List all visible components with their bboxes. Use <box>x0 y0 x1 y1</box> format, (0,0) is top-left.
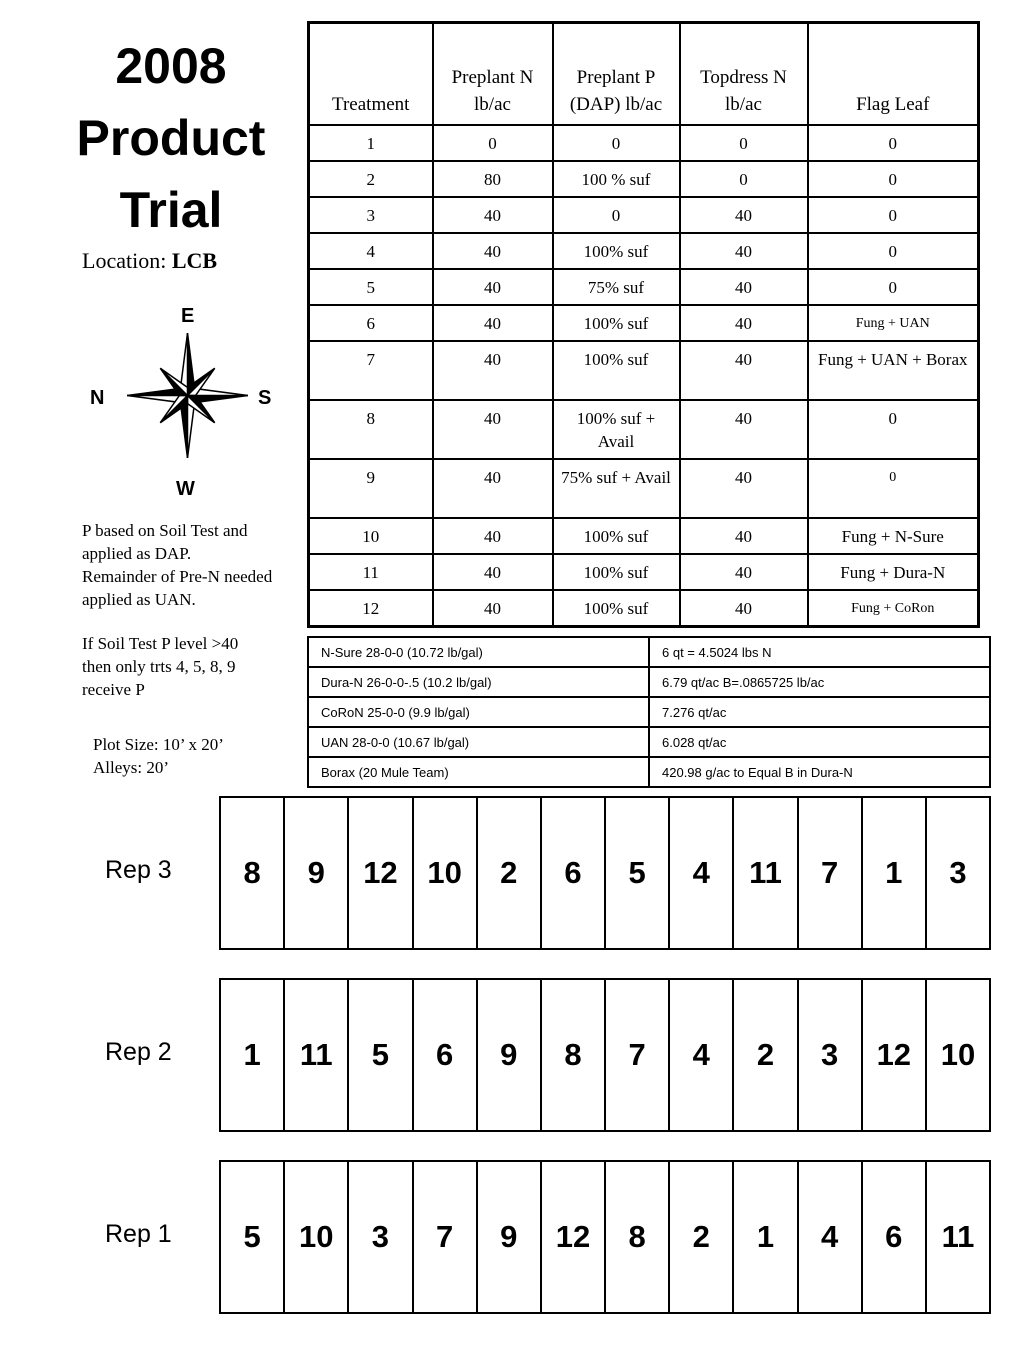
cell: 40 <box>433 459 553 518</box>
cell: 100% suf <box>553 305 680 341</box>
cell: 100% suf <box>553 590 680 626</box>
compass-south-label: S <box>258 387 272 409</box>
plot-cell: 9 <box>478 1162 542 1312</box>
cell: 1 <box>309 125 433 161</box>
cell: 40 <box>433 554 553 590</box>
cell: 0 <box>680 161 808 197</box>
table-row <box>309 125 979 161</box>
product-name: Dura-N 26-0-0-.5 (10.2 lb/gal) <box>308 667 649 697</box>
compass-east-label: E <box>181 305 195 327</box>
plot-cell: 7 <box>414 1162 478 1312</box>
cell: 40 <box>680 459 808 518</box>
plot-cell: 10 <box>285 1162 349 1312</box>
product-rate: 6.028 qt/ac <box>649 727 990 757</box>
rep-2-plots <box>219 978 991 1132</box>
cell: Fung + CoRon <box>808 590 979 626</box>
note-line: Plot Size: 10’ x 20’ <box>93 735 224 754</box>
table-row <box>309 269 979 305</box>
title-line-2: Product <box>76 110 266 166</box>
plot-cell: 5 <box>221 1162 285 1312</box>
product-name: Borax (20 Mule Team) <box>308 757 649 787</box>
cell: 40 <box>433 305 553 341</box>
plot-cell: 8 <box>542 980 606 1130</box>
cell: 0 <box>808 197 979 233</box>
note-line: applied as DAP. <box>82 544 192 563</box>
plot-cell: 2 <box>670 1162 734 1312</box>
cell: Fung + N-Sure <box>808 518 979 554</box>
cell: 40 <box>680 518 808 554</box>
table-row <box>309 554 979 590</box>
cell: 0 <box>433 125 553 161</box>
cell: 40 <box>680 233 808 269</box>
note-line: receive P <box>82 680 145 699</box>
cell: Fung + UAN + Borax <box>808 341 979 400</box>
cell: 0 <box>808 233 979 269</box>
plot-cell: 6 <box>863 1162 927 1312</box>
cell: 100% suf + Avail <box>553 400 680 459</box>
cell: 0 <box>553 125 680 161</box>
note-line: then only trts 4, 5, 8, 9 <box>82 657 236 676</box>
plot-cell: 10 <box>940 1037 976 1072</box>
plot-cell: 3 <box>349 1162 413 1312</box>
compass-rose <box>90 298 280 518</box>
header-preplant-p: Preplant P (DAP) lb/ac <box>553 23 680 126</box>
cell: 100% suf <box>553 233 680 269</box>
table-row <box>308 697 990 727</box>
table-row <box>308 727 990 757</box>
cell: 5 <box>309 269 433 305</box>
note-p-basis <box>82 519 272 611</box>
cell: 100 % suf <box>553 161 680 197</box>
cell: 40 <box>433 269 553 305</box>
cell: 40 <box>433 400 553 459</box>
plot-cell: 11 <box>285 980 349 1130</box>
cell: 40 <box>680 305 808 341</box>
product-name: N-Sure 28-0-0 (10.72 lb/gal) <box>308 637 649 667</box>
cell: 80 <box>433 161 553 197</box>
cell: 9 <box>309 459 433 518</box>
note-line: If Soil Test P level >40 <box>82 634 239 653</box>
product-name: UAN 28-0-0 (10.67 lb/gal) <box>308 727 649 757</box>
cell: 40 <box>680 197 808 233</box>
product-table <box>307 636 991 788</box>
table-row <box>309 305 979 341</box>
note-plot-size <box>93 733 224 779</box>
table-row <box>309 197 979 233</box>
cell: Fung + UAN <box>808 305 979 341</box>
location-value: LCB <box>171 248 218 273</box>
plot-cell: 11 <box>941 1219 975 1254</box>
header-preplant-n: Preplant N lb/ac <box>433 23 553 126</box>
cell: 0 <box>808 125 979 161</box>
cell: 40 <box>433 590 553 626</box>
plot-cell: 5 <box>606 798 670 948</box>
plot-cell: 7 <box>606 980 670 1130</box>
product-rate: 6.79 qt/ac B=.0865725 lb/ac <box>649 667 990 697</box>
table-row <box>309 400 979 459</box>
plot-cell: 2 <box>734 980 798 1130</box>
plot-cell: 12 <box>542 1162 606 1312</box>
compass-star-icon <box>125 328 250 463</box>
cell: 7 <box>309 341 433 400</box>
cell: 100% suf <box>553 341 680 400</box>
note-line: applied as UAN. <box>82 590 196 609</box>
cell: 4 <box>309 233 433 269</box>
plot-cell: 4 <box>799 1162 863 1312</box>
cell: 100% suf <box>553 554 680 590</box>
cell: 40 <box>680 269 808 305</box>
table-row <box>309 341 979 400</box>
plot-cell: 1 <box>863 798 927 948</box>
table-row <box>309 518 979 554</box>
rep-1-label: Rep 1 <box>105 1220 172 1248</box>
plot-cell: 6 <box>414 980 478 1130</box>
table-row <box>308 757 990 787</box>
cell: 0 <box>808 459 979 518</box>
product-rate: 6 qt = 4.5024 lbs N <box>649 637 990 667</box>
cell: 40 <box>680 590 808 626</box>
cell: 0 <box>553 197 680 233</box>
title-line-3: Trial <box>119 182 223 238</box>
cell: 0 <box>680 125 808 161</box>
cell: 40 <box>433 341 553 400</box>
cell: 100% suf <box>553 518 680 554</box>
compass-north-label: N <box>90 387 105 409</box>
note-soil-test <box>82 632 238 701</box>
cell: 2 <box>309 161 433 197</box>
plot-cell: 6 <box>542 798 606 948</box>
location <box>82 248 217 274</box>
product-rate: 7.276 qt/ac <box>649 697 990 727</box>
cell: 75% suf <box>553 269 680 305</box>
location-label: Location: <box>82 248 167 273</box>
rep-2-label: Rep 2 <box>105 1038 172 1066</box>
cell: 0 <box>808 400 979 459</box>
plot-cell: 2 <box>478 798 542 948</box>
cell: 40 <box>680 400 808 459</box>
note-line: Alleys: 20’ <box>93 758 170 777</box>
rep-3-plots <box>219 796 991 950</box>
cell: 0 <box>808 269 979 305</box>
cell: 11 <box>309 554 433 590</box>
cell: 40 <box>433 233 553 269</box>
title-year: 2008 <box>115 38 227 94</box>
product-name: CoRoN 25-0-0 (9.9 lb/gal) <box>308 697 649 727</box>
cell: 3 <box>309 197 433 233</box>
plot-cell: 9 <box>478 980 542 1130</box>
cell: 6 <box>309 305 433 341</box>
table-row <box>309 590 979 626</box>
cell: 40 <box>680 554 808 590</box>
plot-cell: 8 <box>606 1162 670 1312</box>
table-header-row <box>309 23 979 126</box>
plot-cell: 3 <box>799 980 863 1130</box>
table-row <box>309 233 979 269</box>
table-row <box>309 161 979 197</box>
plot-cell: 7 <box>799 798 863 948</box>
product-rate: 420.98 g/ac to Equal B in Dura-N <box>649 757 990 787</box>
cell: 40 <box>433 197 553 233</box>
plot-cell: 12 <box>863 980 927 1130</box>
plot-cell: 12 <box>349 798 413 948</box>
cell: 40 <box>680 341 808 400</box>
cell: 0 <box>808 161 979 197</box>
plot-cell: 5 <box>349 980 413 1130</box>
plot-cell: 3 <box>949 855 967 890</box>
cell: 40 <box>433 518 553 554</box>
note-line: P based on Soil Test and <box>82 521 248 540</box>
cell: 10 <box>309 518 433 554</box>
plot-cell: 9 <box>285 798 349 948</box>
header-topdress-n: Topdress N lb/ac <box>680 23 808 126</box>
cell: Fung + Dura-N <box>808 554 979 590</box>
plot-cell: 8 <box>221 798 285 948</box>
table-row <box>308 667 990 697</box>
table-row <box>309 459 979 518</box>
page-title <box>40 30 302 246</box>
note-line: Remainder of Pre-N needed <box>82 567 273 586</box>
plot-cell: 4 <box>670 798 734 948</box>
cell: 8 <box>309 400 433 459</box>
rep-1-plots <box>219 1160 991 1314</box>
cell: 75% suf + Avail <box>553 459 680 518</box>
plot-cell: 10 <box>414 798 478 948</box>
rep-3-label: Rep 3 <box>105 856 172 884</box>
compass-west-label: W <box>176 478 195 500</box>
table-row <box>308 637 990 667</box>
treatment-table <box>307 21 980 628</box>
plot-cell: 4 <box>670 980 734 1130</box>
cell: 12 <box>309 590 433 626</box>
header-flag-leaf: Flag Leaf <box>808 23 979 126</box>
header-treatment: Treatment <box>309 23 433 126</box>
plot-cell: 1 <box>734 1162 798 1312</box>
plot-cell: 11 <box>734 798 798 948</box>
plot-cell: 1 <box>221 980 285 1130</box>
